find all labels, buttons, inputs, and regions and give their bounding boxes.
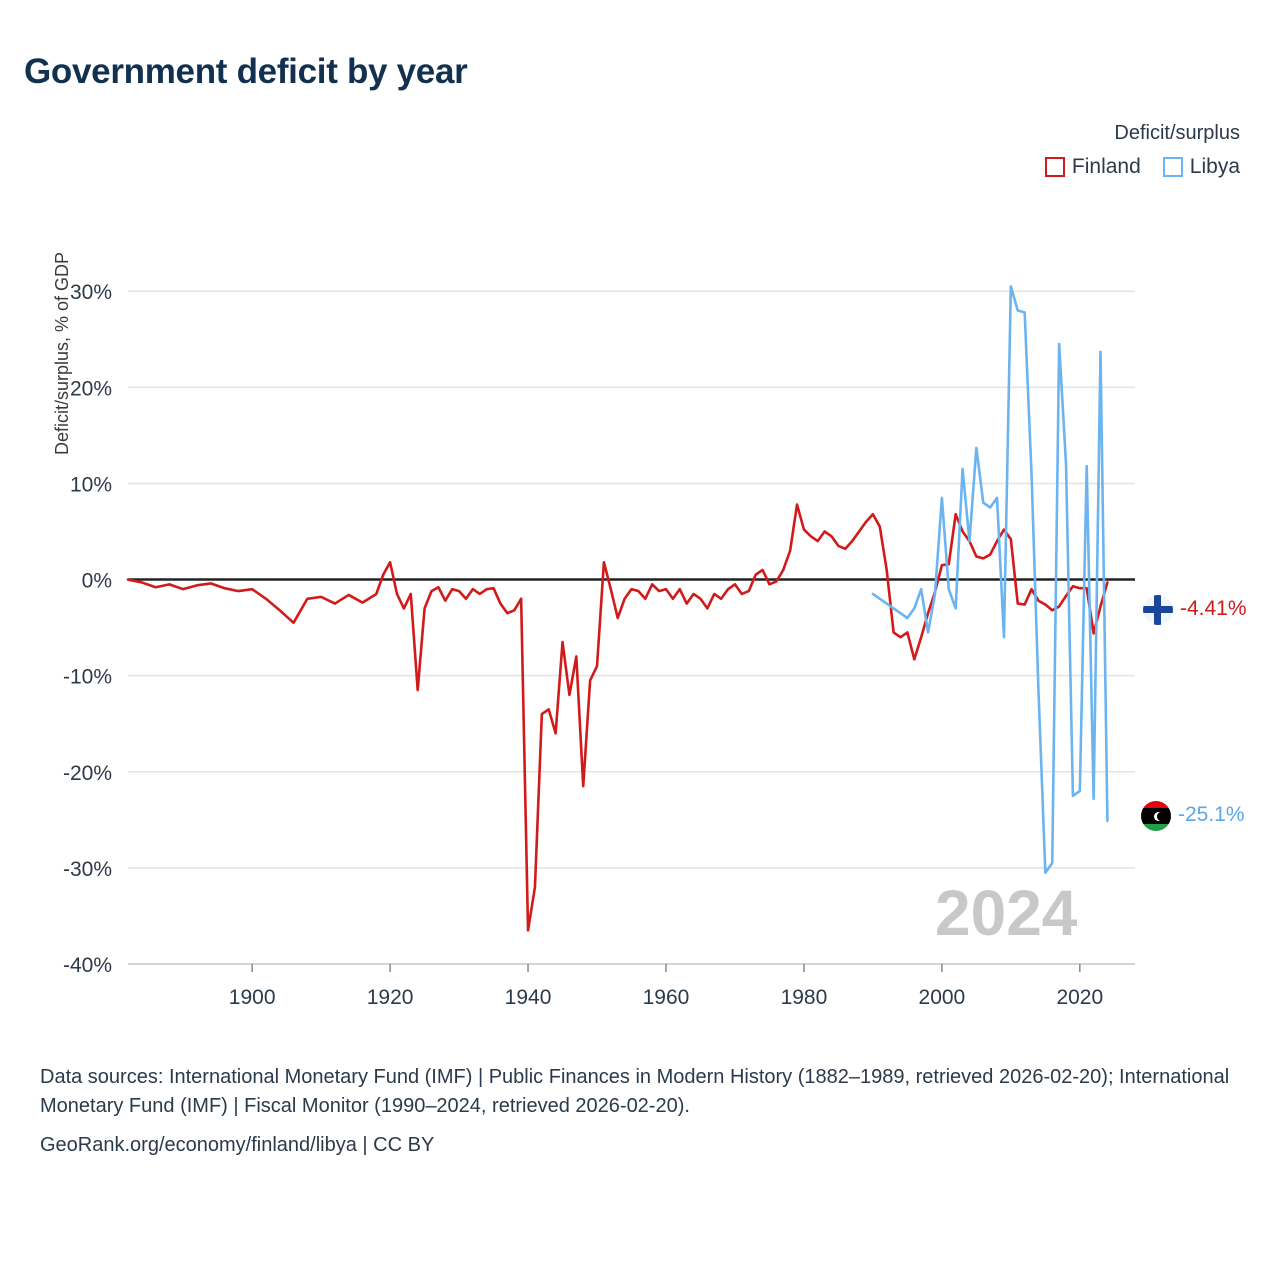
- y-axis-label: Deficit/surplus, % of GDP: [52, 251, 72, 455]
- y-tick-label: 0%: [81, 569, 112, 593]
- libya-flag-icon: [1141, 801, 1171, 831]
- x-tick-label: 1900: [228, 986, 276, 1009]
- x-tick-label: 1920: [366, 986, 414, 1009]
- x-tick-label: 2020: [1056, 986, 1104, 1009]
- legend-title: Deficit/surplus: [1114, 122, 1240, 144]
- x-tick-label: 1940: [504, 986, 552, 1009]
- y-tick-label: -20%: [62, 761, 112, 785]
- footer: [40, 1063, 1240, 1160]
- credit-text[interactable]: GeoRank.org/economy/finland/libya | CC BY: [40, 1134, 435, 1156]
- legend-label-finland: Finland: [1071, 155, 1141, 178]
- x-tick-label: 1960: [642, 986, 690, 1009]
- y-tick-label: -10%: [62, 665, 112, 689]
- data-sources-text: Data sources: International Monetary Fund (IMF) | Public Finances in Modern History (1882–1989, retrieved 2026-02-20); International Monetary Fund (IMF) | Fiscal Monitor (1990–2024, retrieved 2026-02-20).: [40, 1066, 1230, 1117]
- y-tick-label: 30%: [69, 281, 112, 305]
- page-title: Government deficit by year: [24, 52, 468, 91]
- y-tick-label: 10%: [69, 473, 112, 497]
- end-label-libya: -25.1%: [1178, 803, 1245, 826]
- legend-label-libya: Libya: [1189, 155, 1240, 178]
- y-tick-label: 20%: [69, 377, 112, 401]
- watermark-year: 2024: [935, 877, 1078, 949]
- y-tick-label: -30%: [62, 857, 112, 881]
- y-tick-label: -40%: [62, 954, 112, 977]
- end-label-finland: -4.41%: [1180, 597, 1247, 620]
- series-line-finland: [128, 505, 1107, 931]
- x-tick-label: 1980: [780, 986, 828, 1009]
- x-tick-label: 2000: [918, 986, 966, 1009]
- finland-flag-icon: [1143, 595, 1173, 625]
